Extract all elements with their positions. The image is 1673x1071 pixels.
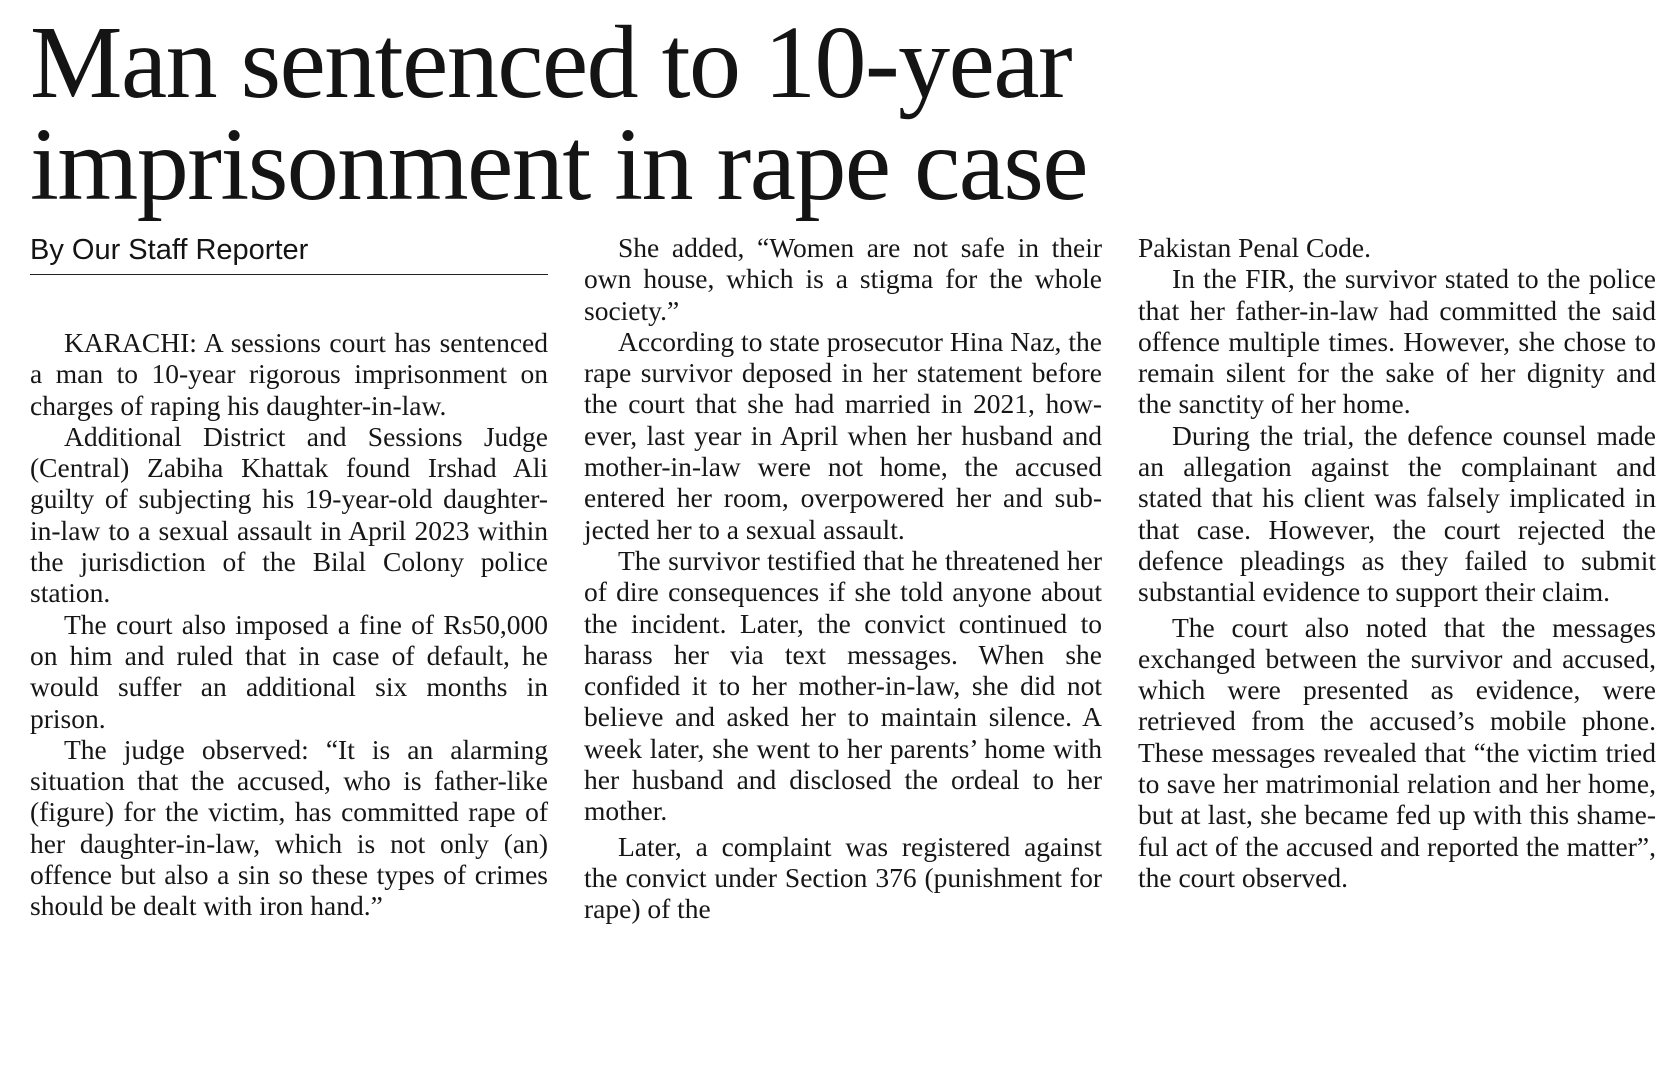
paragraph-judge-observation: The judge observed: “It is an alarming situation that the accused, who is father-like (figure) for the victim, has committed rape of her daughter-in-law, which is not only (an) offence but also a sin so these types of crimes should be dealt with iron hand.”: [30, 733, 548, 922]
article-column-3: [1138, 232, 1656, 893]
paragraph-testimony: The survivor testified that he threatened her of dire consequences if she told anyone about the incident. Later, the convict continued to harass her via text messages. When she confided it to her mother-in-law, she did not believe and asked her to maintain silence. A week later, she went to her parents’ home with her husband and disclosed the ordeal to her mother.: [584, 544, 1102, 827]
headline-line-1: Man sentenced to 10-year: [30, 5, 1072, 120]
paragraph-fir: In the FIR, the survivor stated to the police that her father-in-law had committed the said offence multiple times. However, she chose to remain silent for the sake of her dignity and the sanctity of her home.: [1138, 263, 1656, 420]
paragraph-judge-verdict: Additional District and Sessions Judge (Central) Zabiha Khattak found Irshad Ali guilty of subjecting his 19-year-old daughter-in-law to a sexual assault in April 2023 within the jurisdiction of the Bilal Colony police station.: [30, 420, 548, 609]
paragraph-fine: The court also imposed a fine of Rs50,000 on him and ruled that in case of default, he would suffer an additional six months in prison.: [30, 608, 548, 734]
article-headline: [30, 5, 1640, 222]
article-column-2: [584, 232, 1102, 925]
headline-line-2: imprisonment in rape case: [30, 107, 1088, 222]
paragraph-prosecutor: According to state prosecutor Hina Naz, the rape survivor deposed in her statement before the court that she had married in 2021, however, last year in April when her husband and mother-in-law were not home, the accused entered her room, overpowered her and subjected her to a sexual assault.: [584, 325, 1102, 545]
paragraph-dateline: KARACHI: A sessions court has sentenced a man to 10-year rigorous imprisonment on charges of raping his daughter-in-law.: [30, 327, 548, 421]
article-column-1: [30, 232, 548, 922]
paragraph-messages: The court also noted that the messages exchanged between the survivor and accused, which were presented as evidence, were retrieved from the accused’s mobile phone. These messages revealed that “the victim tried to save her matrimonial relation and her home, but at last, she became fed up with this shameful act of the accused and reported the matter”, the court observed.: [1138, 611, 1656, 893]
paragraph-complaint: Later, a complaint was registered against the convict under Section 376 (punishment for rape) of the: [584, 830, 1102, 925]
paragraph-complaint-continued: Pakistan Penal Code.: [1138, 232, 1371, 263]
byline: By Our Staff Reporter: [30, 232, 548, 275]
paragraph-trial: During the trial, the defence counsel made an allegation against the complainant and stated that his client was falsely implicated in that case. However, the court rejected the defence pleadings as they failed to submit substantial evidence to support their claim.: [1138, 419, 1656, 608]
paragraph-judge-added: She added, “Women are not safe in their own house, which is a stigma for the whole society.”: [584, 232, 1102, 326]
